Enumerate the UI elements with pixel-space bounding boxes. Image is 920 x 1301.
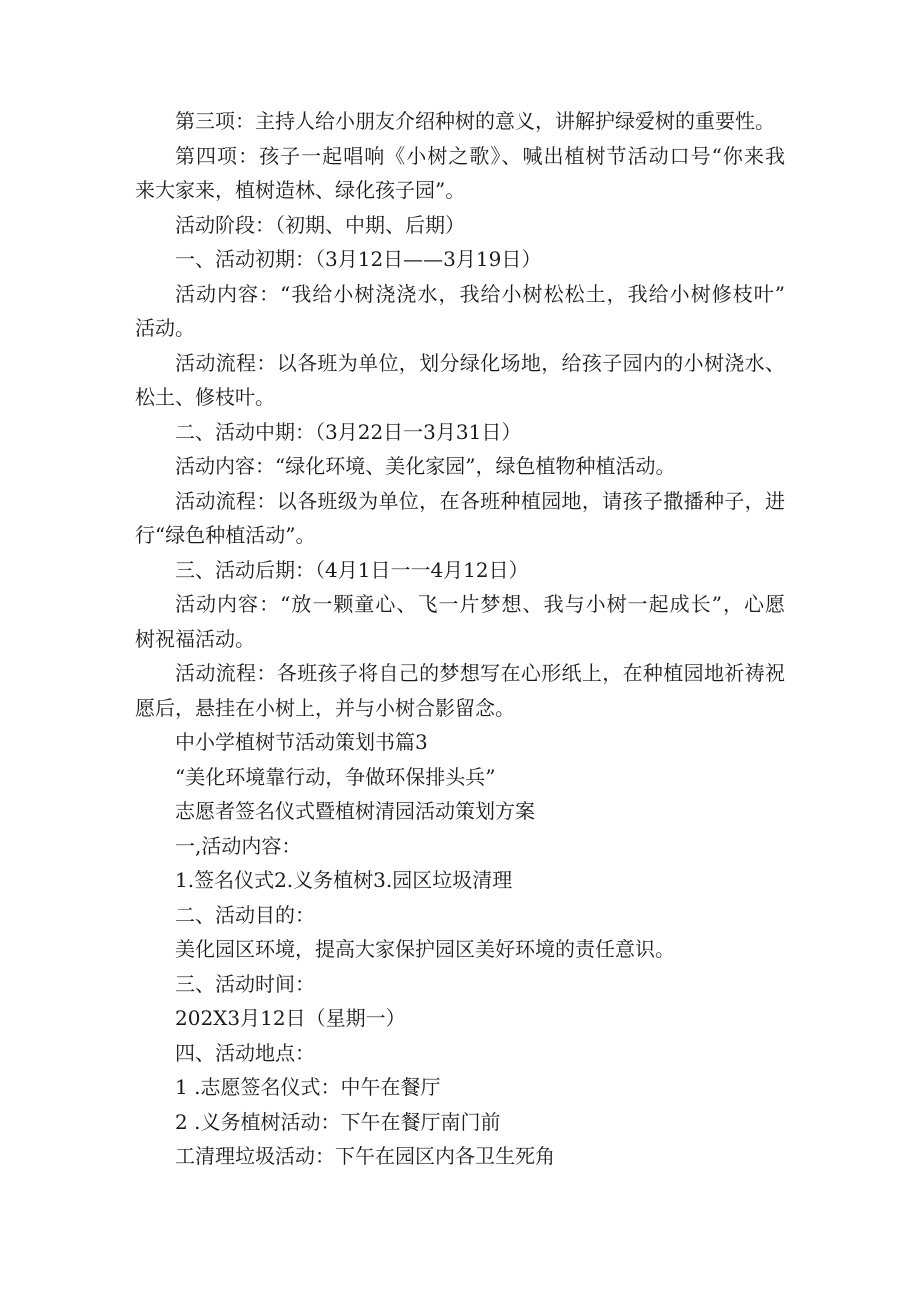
text-line: 美化园区环境，提高大家保护园区美好环境的责任意识。 bbox=[175, 937, 675, 961]
text-line: 1.签名仪式2.义务植树3.园区垃圾清理 bbox=[175, 868, 513, 892]
text-line: “美化环境靠行动，争做环保排头兵” bbox=[175, 764, 496, 789]
text-line: 第三项：主持人给小朋友介绍种树的意义，讲解护绿爱树的重要性。 bbox=[175, 109, 775, 133]
text-line: 三、活动时间： bbox=[175, 971, 315, 996]
text-line: 活动流程：以各班级为单位，在各班种植园地，请孩子撒播种子，进 bbox=[175, 488, 785, 513]
text-line: 第四项：孩子一起唱响《小树之歌》、喊出植树节活动口号“你来我 bbox=[175, 143, 785, 168]
text-line: 活动。 bbox=[135, 316, 195, 340]
text-line: 松土、修枝叶。 bbox=[135, 385, 275, 409]
text-line: 行“绿色种植活动”。 bbox=[135, 523, 316, 547]
text-line: 树祝福活动。 bbox=[135, 626, 255, 651]
document-body bbox=[135, 104, 785, 1174]
text-line: 来大家来，植树造林、绿化孩子园”。 bbox=[135, 178, 466, 202]
text-line: 一,活动内容： bbox=[175, 833, 302, 858]
text-line: 二、活动目的： bbox=[175, 902, 315, 927]
text-line: 2 .义务植树活动：下午在餐厅南门前 bbox=[175, 1109, 501, 1134]
text-line: 二、活动中期：（3月22日一3月31日） bbox=[175, 419, 522, 444]
text-line: 愿后，悬挂在小树上，并与小树合影留念。 bbox=[135, 695, 515, 720]
text-line: 活动流程：以各班为单位，划分绿化场地，给孩子园内的小树浇水、 bbox=[175, 350, 785, 375]
text-line: 1 .志愿签名仪式：中午在餐厅 bbox=[175, 1075, 441, 1099]
text-line: 志愿者签名仪式暨植树清园活动策划方案 bbox=[175, 799, 535, 823]
text-line: 中小学植树节活动策划书篇3 bbox=[175, 730, 428, 754]
text-line: 工清理垃圾活动：下午在园区内各卫生死角 bbox=[175, 1144, 555, 1168]
text-line: 活动内容：“我给小树浇浇水，我给小树松松土，我给小树修枝叶” bbox=[175, 281, 785, 306]
text-line: 活动阶段：（初期、中期、后期） bbox=[175, 212, 465, 237]
text-line: 活动内容：“放一颗童心、飞一片梦想、我与小树一起成长”，心愿 bbox=[175, 592, 785, 616]
text-line: 202X3月12日（星期一） bbox=[175, 1006, 406, 1030]
text-line: 三、活动后期：（4月1日一一4月12日） bbox=[175, 557, 529, 582]
text-line: 活动内容：“绿化环境、美化家园”，绿色植物种植活动。 bbox=[175, 454, 676, 478]
text-line: 活动流程：各班孩子将自己的梦想写在心形纸上，在种植园地祈祷祝 bbox=[175, 661, 785, 685]
text-line: 四、活动地点： bbox=[175, 1040, 315, 1065]
text-line: 一、活动初期：（3月12日——3月19日） bbox=[175, 247, 542, 271]
